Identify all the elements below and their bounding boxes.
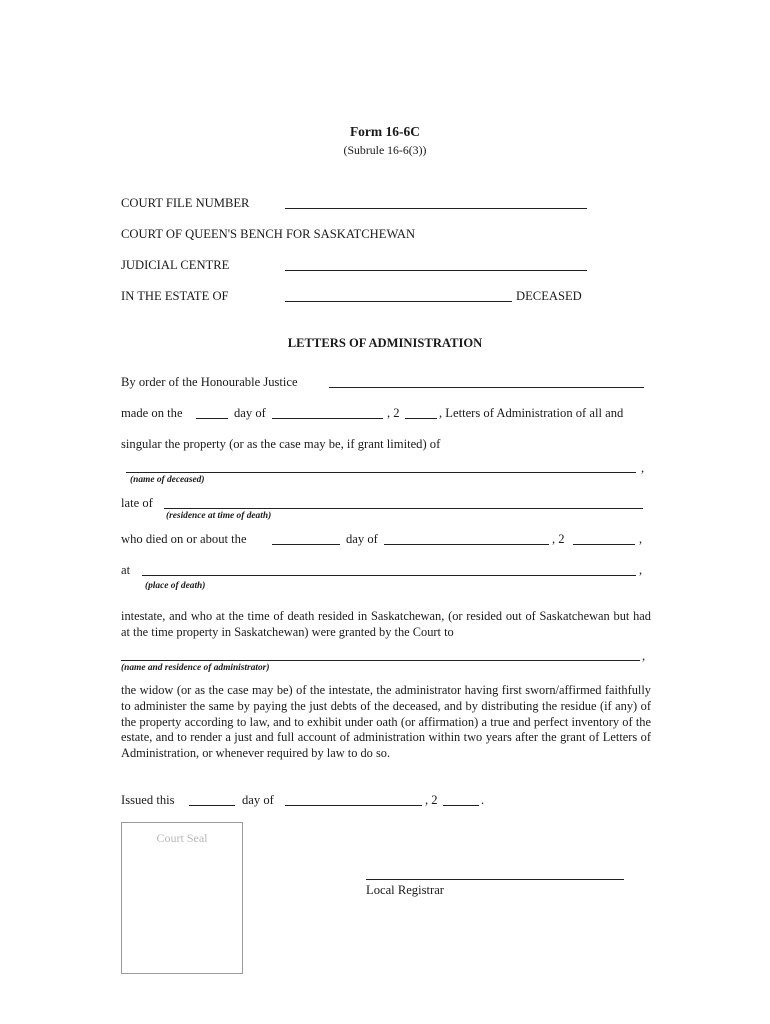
court-seal-label: Court Seal <box>156 831 208 845</box>
administrator-caption: (name and residence of administrator) <box>121 663 270 673</box>
deceased-name-caption: (name of deceased) <box>130 475 205 485</box>
death-month-blank[interactable] <box>384 544 549 545</box>
day-of-text: day of <box>234 406 266 420</box>
death-year-prefix: , 2 <box>552 532 565 546</box>
form-title: Form 16-6C <box>349 124 421 139</box>
issued-this-text: Issued this <box>121 793 175 807</box>
issued-month-blank[interactable] <box>285 805 422 806</box>
place-of-death-blank[interactable] <box>142 575 636 576</box>
at-text: at <box>121 563 131 577</box>
court-file-number-blank[interactable] <box>285 208 587 209</box>
registrar-signature-line[interactable] <box>366 879 624 880</box>
intestate-paragraph: intestate, and who at the time of death resided in Saskatchewan, (or resided out of Saskatchewan but had at the time property in Saskatchewan) were granted by the Court to <box>121 609 651 639</box>
issued-day-blank[interactable] <box>189 805 235 806</box>
estate-name-blank[interactable] <box>285 301 512 302</box>
by-order-text: By order of the Honourable Justice <box>121 375 298 389</box>
judicial-centre-label: JUDICIAL CENTRE <box>121 258 230 272</box>
place-of-death-caption: (place of death) <box>145 581 206 591</box>
issued-year-prefix: , 2 <box>425 793 438 807</box>
late-of-text: late of <box>121 496 153 510</box>
issued-year-blank[interactable] <box>443 805 479 806</box>
made-on-year-blank[interactable] <box>405 418 437 419</box>
court-file-number-label: COURT FILE NUMBER <box>121 196 250 210</box>
comma: , <box>639 532 643 546</box>
issued-day-of-text: day of <box>242 793 274 807</box>
death-year-blank[interactable] <box>573 544 635 545</box>
court-seal-box <box>121 822 243 974</box>
residence-caption: (residence at time of death) <box>166 511 272 521</box>
death-day-of-text: day of <box>346 532 378 546</box>
document-heading: LETTERS OF ADMINISTRATION <box>287 336 483 350</box>
comma: , <box>642 649 646 663</box>
who-died-text: who died on or about the <box>121 532 247 546</box>
court-name: COURT OF QUEEN'S BENCH FOR SASKATCHEWAN <box>121 227 416 241</box>
widow-paragraph: the widow (or as the case may be) of the intestate, the administrator having first sworn/affirmed faithfully to administer the same by paying the just debts of the deceased, and by distributing the residue (if any) of the property according to law, and to exhibit under oath (or affirmation) a true and perfect inventory of the estate, and to render a just and full account of administration within two years after the grant of Letters of Administration, or whenever required by law to do so. <box>121 683 651 761</box>
made-on-day-blank[interactable] <box>196 418 228 419</box>
letters-text: , Letters of Administration of all and <box>439 406 624 420</box>
made-on-month-blank[interactable] <box>272 418 383 419</box>
judicial-centre-blank[interactable] <box>285 270 587 271</box>
registrar-label: Local Registrar <box>366 883 444 897</box>
comma: , <box>639 563 643 577</box>
comma: , <box>641 461 645 475</box>
justice-name-blank[interactable] <box>329 387 644 388</box>
deceased-label: DECEASED <box>516 289 582 303</box>
period: . <box>481 793 485 807</box>
administrator-blank[interactable] <box>121 660 640 661</box>
residence-blank[interactable] <box>164 508 643 509</box>
form-subtitle: (Subrule 16-6(3)) <box>343 143 427 157</box>
made-on-text: made on the <box>121 406 183 420</box>
estate-label: IN THE ESTATE OF <box>121 289 229 303</box>
death-day-blank[interactable] <box>272 544 340 545</box>
deceased-name-blank[interactable] <box>126 472 636 473</box>
year-prefix-text: , 2 <box>387 406 400 420</box>
singular-property-text: singular the property (or as the case may be, if grant limited) of <box>121 437 441 451</box>
